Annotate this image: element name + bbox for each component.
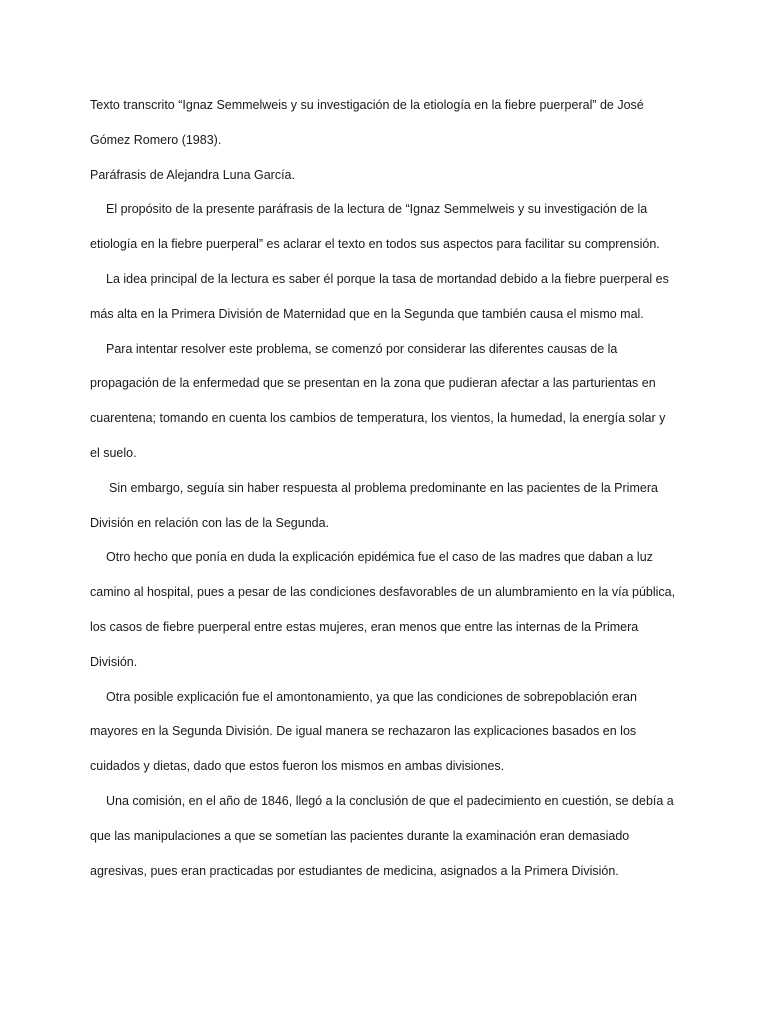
paragraph-line: que las manipulaciones a que se sometían las pacientes durante la examinación eran demasiado (90, 828, 630, 843)
paragraph-line: División en relación con las de la Segunda. (90, 515, 330, 530)
header-line: Texto transcrito “Ignaz Semmelweis y su investigación de la etiología en la fiebre puerperal” de José (90, 98, 644, 112)
paragraph-line: más alta en la Primera División de Maternidad que en la Segunda que también causa el mismo mal. (90, 306, 644, 321)
paragraph-line: el suelo. (90, 445, 137, 460)
paragraph-line: Otra posible explicación fue el amontonamiento, ya que las condiciones de sobrepoblación eran (106, 689, 637, 704)
paragraph-line: cuarentena; tomando en cuenta los cambios de temperatura, los vientos, la humedad, la energía solar y (90, 411, 666, 426)
paragraph-line: División. (90, 654, 138, 669)
paragraph-line: La idea principal de la lectura es saber él porque la tasa de mortandad debido a la fiebre puerperal es (106, 271, 669, 286)
header-line: Gómez Romero (1983). (90, 132, 222, 147)
paragraph-line: etiología en la fiebre puerperal” es aclarar el texto en todos sus aspectos para facilitar su comprensión. (90, 237, 660, 252)
paragraph-line: camino al hospital, pues a pesar de las condiciones desfavorables de un alumbramiento en la vía pública, (90, 585, 676, 600)
paragraph-line: propagación de la enfermedad que se presentan en la zona que pudieran afectar a las parturientas en (90, 376, 656, 391)
document-page (90, 88, 690, 888)
paragraph-line: agresivas, pues eran practicadas por estudiantes de medicina, asignados a la Primera División. (90, 863, 619, 878)
paragraph-line: los casos de fiebre puerperal entre estas mujeres, eran menos que entre las internas de la Primera (90, 619, 639, 634)
paragraph-line: Otro hecho que ponía en duda la explicación epidémica fue el caso de las madres que daban a luz (106, 550, 653, 565)
paragraph-line: cuidados y dietas, dado que estos fueron los mismos en ambas divisiones. (90, 759, 505, 774)
paragraph-line: mayores en la Segunda División. De igual manera se rechazaron las explicaciones basados en los (90, 724, 637, 739)
paragraph-line: El propósito de la presente paráfrasis de la lectura de “Ignaz Semmelweis y su investigación de la (106, 202, 648, 217)
paragraph-line: Una comisión, en el año de 1846, llegó a la conclusión de que el padecimiento en cuestión, se debía a (106, 793, 674, 808)
paragraph-line: Para intentar resolver este problema, se comenzó por considerar las diferentes causas de la (106, 341, 618, 356)
author-line: Paráfrasis de Alejandra Luna García. (90, 167, 295, 182)
paragraph-line: Sin embargo, seguía sin haber respuesta al problema predominante en las pacientes de la Primera (109, 480, 658, 495)
